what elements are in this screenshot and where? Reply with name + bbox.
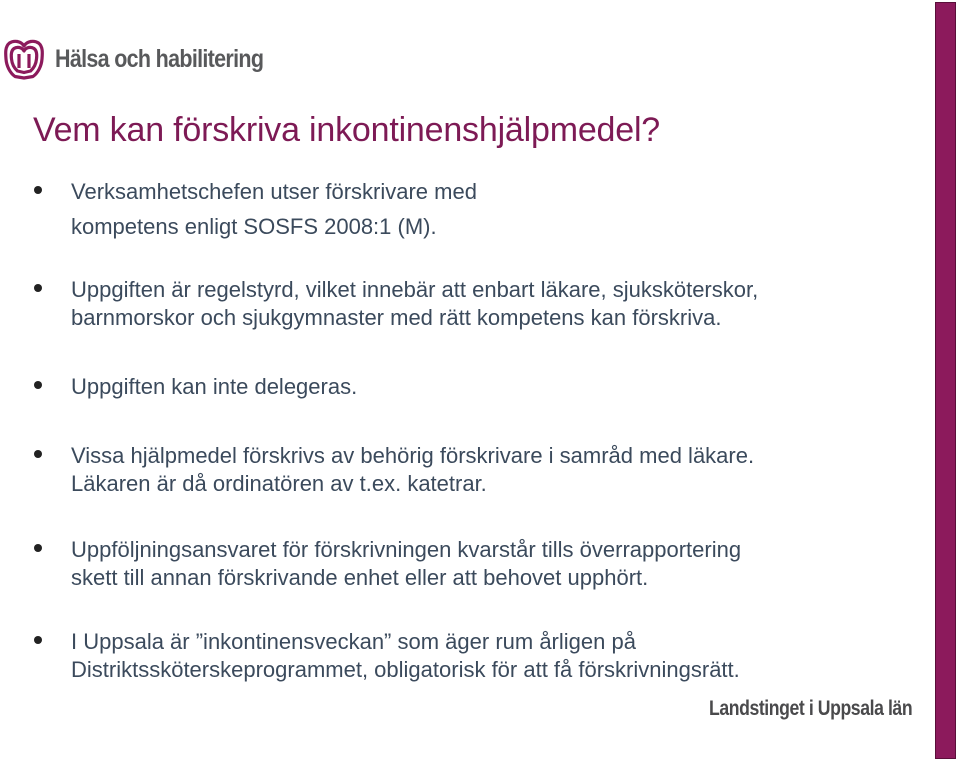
bullet-text [71, 442, 754, 498]
bullet-text [71, 373, 357, 401]
bullet-dot-icon [34, 636, 42, 644]
bullet-dot-icon [34, 450, 42, 458]
bullet-line: Läkaren är då ordinatören av t.ex. katetrar. [71, 471, 487, 496]
bullet-dot-icon [34, 284, 42, 292]
bullet-dot-icon [34, 544, 42, 552]
bullet-line: Verksamhetschefen utser förskrivare med [71, 179, 477, 204]
bullet-text [71, 174, 477, 244]
bullet-line: kompetens enligt SOSFS 2008:1 (M). [71, 214, 437, 239]
bullet-line: barnmorskor och sjukgymnaster med rätt kompetens kan förskriva. [71, 305, 722, 330]
bullet-line: I Uppsala är ”inkontinensveckan” som äger rum årligen på [71, 629, 636, 654]
bullet-line: Vissa hjälpmedel förskrivs av behörig förskrivare i samråd med läkare. [71, 443, 755, 468]
bullet-text [71, 536, 741, 592]
slide-title: Vem kan förskriva inkontinenshjälpmedel? [33, 111, 661, 149]
heart-logo-icon [3, 38, 45, 80]
header-logo [3, 38, 297, 80]
bullet-line: Distriktssköterskeprogrammet, obligatorisk för att få förskrivningsrätt. [71, 657, 740, 682]
bullet-line: skett till annan förskrivande enhet eller att behovet upphört. [71, 565, 649, 590]
bullet-line: Uppföljningsansvaret för förskrivningen kvarstår tills överrapportering [71, 537, 742, 562]
bullet-line: Uppgiften är regelstyrd, vilket innebär att enbart läkare, sjuksköterskor, [71, 277, 759, 302]
bullet-dot-icon [34, 381, 42, 389]
bullet-line: Uppgiften kan inte delegeras. [71, 374, 358, 399]
bullet-dot-icon [34, 186, 42, 194]
bullet-text [71, 628, 740, 684]
logo-text: Hälsa och habilitering [55, 44, 264, 73]
bullet-text [71, 276, 758, 332]
footer-logo: Landstinget i Uppsala län [709, 697, 913, 720]
accent-side-bar [935, 2, 956, 759]
